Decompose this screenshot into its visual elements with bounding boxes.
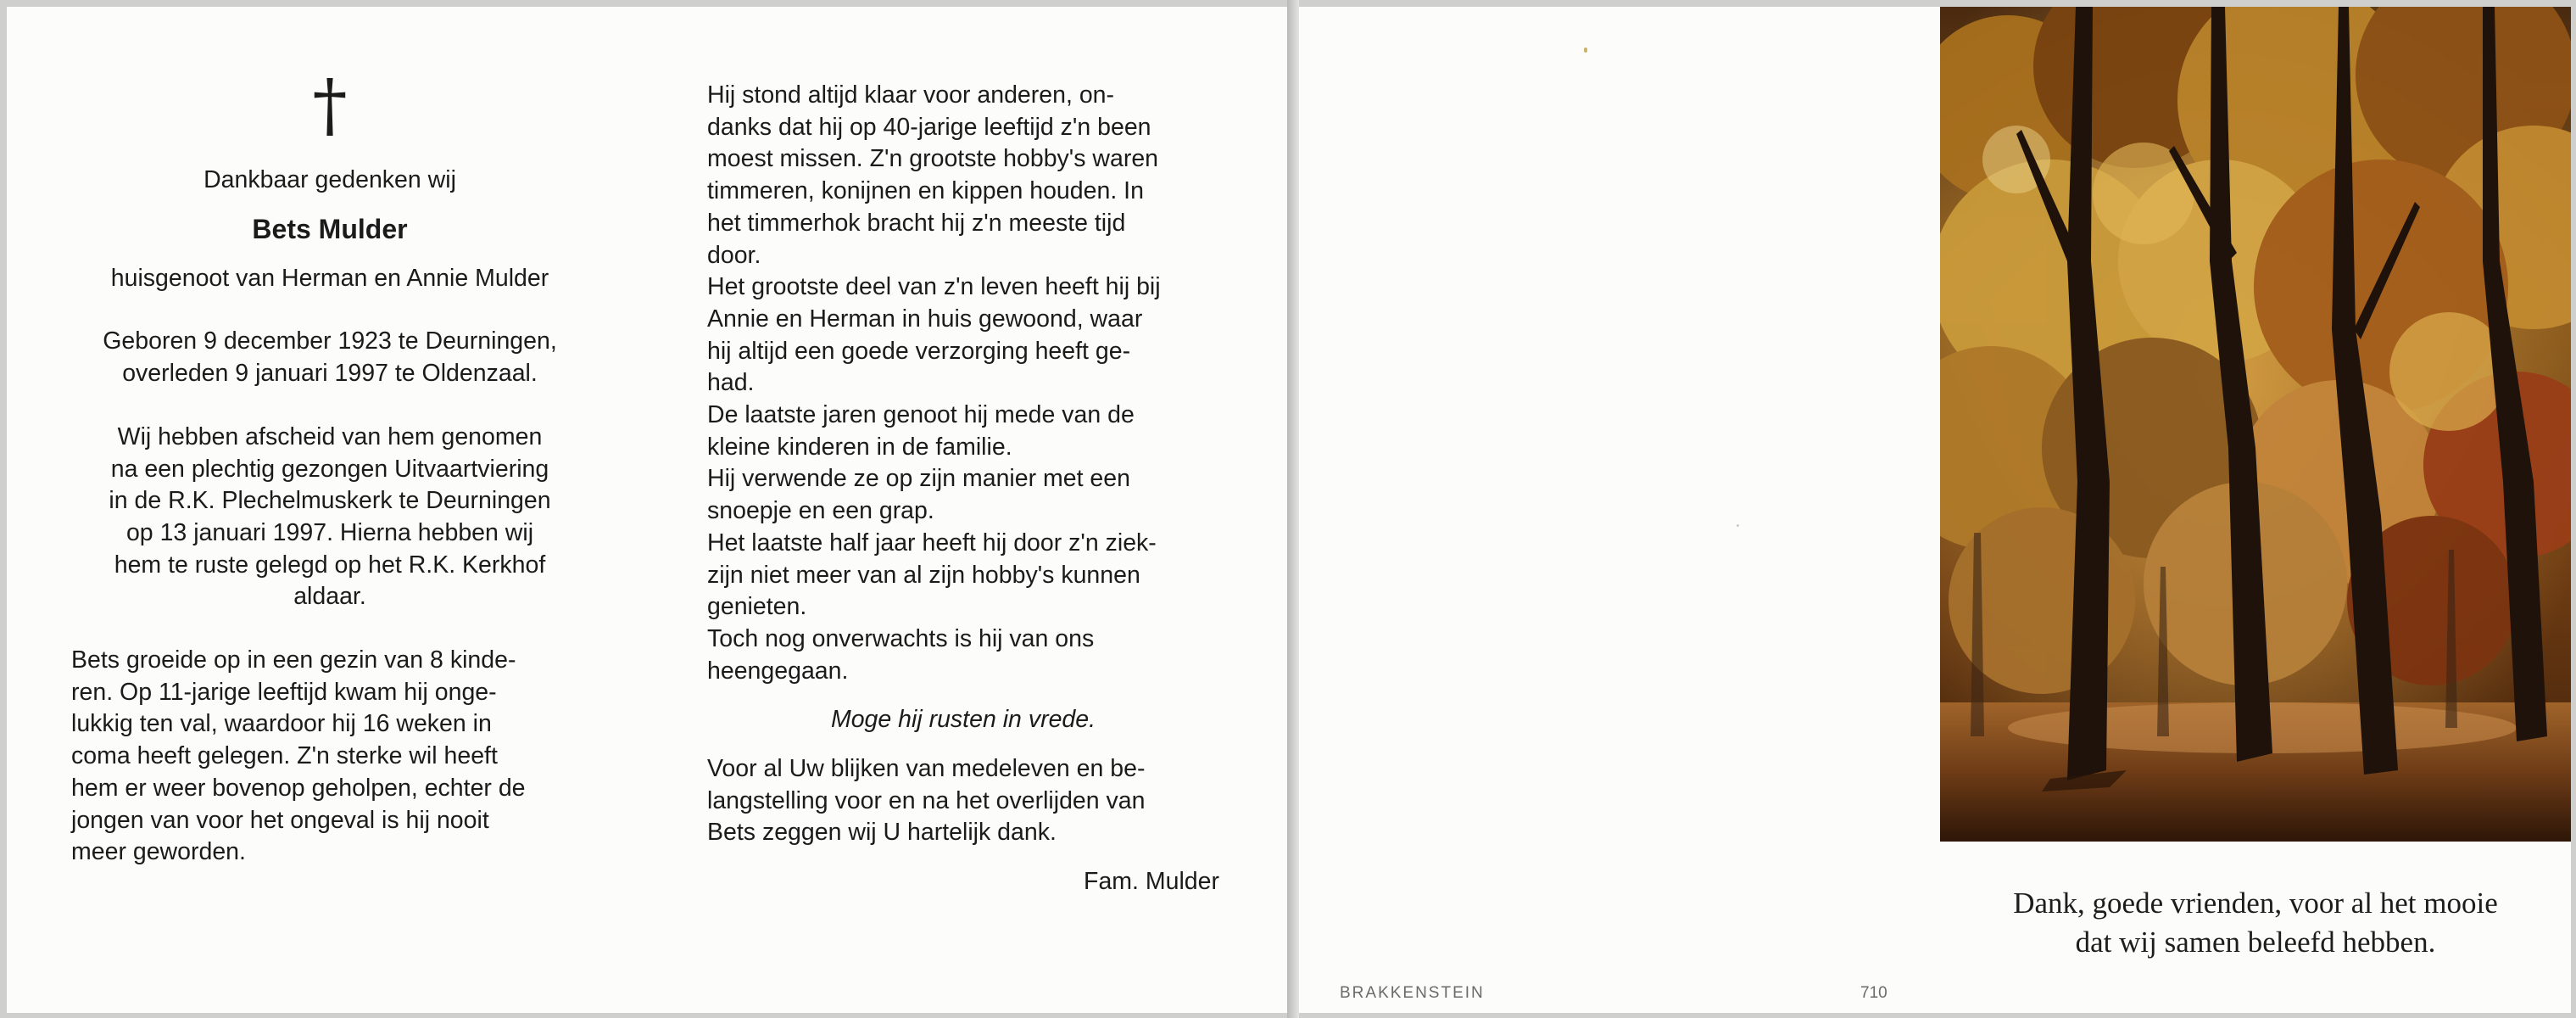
bio-line: Hij verwende ze op zijn manier met een (707, 465, 1130, 493)
bio-line: meer geworden. (71, 838, 246, 866)
bio-line: kleine kinderen in de familie. (707, 433, 1012, 461)
cross-icon: † (312, 65, 348, 146)
bio-line: De laatste jaren genoot hij mede van de (707, 401, 1135, 429)
relation-text: huisgenoot van Herman en Annie Mulder (110, 264, 549, 292)
speck (1737, 524, 1739, 527)
bio-line: coma heeft gelegen. Z'n sterke wil heeft (71, 742, 498, 770)
verse-line: Dank, goede vrienden, voor al het mooie (2013, 887, 2498, 920)
prayer-text: Moge hij rusten in vrede. (830, 706, 1096, 734)
death-line: overleden 9 januari 1997 te Oldenzaal. (122, 360, 538, 388)
bio-line: moest missen. Z'n grootste hobby's waren (707, 145, 1159, 173)
bio-line: zijn niet meer van al zijn hobby's kunnen (707, 561, 1140, 589)
thanks-block (707, 753, 1219, 849)
bio-line: genieten. (707, 593, 807, 621)
bio-line: heengegaan. (707, 657, 849, 685)
farewell-line: Wij hebben afscheid van hem genomen (117, 422, 543, 450)
speck (1584, 48, 1587, 53)
bio-line: Het laatste half jaar heeft hij door z'n ziek- (707, 529, 1157, 557)
farewell-line: hem te ruste gelegd op het R.K. Kerkhof (114, 551, 546, 579)
card-right-column (707, 80, 1219, 898)
thanks-line: Bets zeggen wij U hartelijk dank. (707, 819, 1057, 847)
farewell-line: aldaar. (293, 583, 366, 611)
farewell-line: op 13 januari 1997. Hierna hebben wij (125, 518, 534, 546)
bio-line: door. (707, 241, 761, 269)
bio-line: ren. Op 11-jarige leeftijd kwam hij onge- (71, 678, 497, 706)
dates-block (71, 326, 588, 389)
birth-line: Geboren 9 december 1923 te Deurningen, (103, 327, 557, 355)
thanks-line: langstelling voor en na het overlijden van (707, 786, 1146, 814)
bio-line: jongen van voor het ongeval is hij nooit (71, 806, 489, 834)
bio-line: hij altijd een goede verzorging heeft ge- (707, 337, 1131, 365)
bio-line: Bets groeide op in een gezin van 8 kinde- (71, 646, 516, 674)
farewell-block (71, 422, 588, 613)
bio-line: timmeren, konijnen en kippen houden. In (707, 177, 1144, 205)
bio-line: snoepje en een grap. (707, 497, 934, 525)
card-number: 710 (1860, 984, 1887, 1002)
intro-text: Dankbaar gedenken wij (204, 166, 456, 193)
bio-line: lukkig ten val, waardoor hij 16 weken in (71, 710, 492, 738)
bio-line: het timmerhok bracht hij z'n meeste tijd (707, 209, 1126, 237)
biography-right (707, 80, 1219, 687)
bio-line: Toch nog onverwachts is hij van ons (707, 624, 1095, 652)
thanks-line: Voor al Uw blijken van medeleven en be- (707, 755, 1146, 783)
verse-line: dat wij samen beleefd hebben. (2075, 926, 2436, 959)
card-left-column (71, 65, 588, 869)
bio-line: had. (707, 369, 755, 397)
bio-line: Hij stond altijd klaar voor anderen, on- (707, 81, 1115, 109)
farewell-line: in de R.K. Plechelmuskerk te Deurningen (109, 487, 551, 515)
signature: Fam. Mulder (1084, 868, 1219, 896)
farewell-line: na een plechtig gezongen Uitvaartviering (110, 455, 549, 483)
card-outer-spread (1299, 7, 2571, 1013)
bio-line: Het grootste deel van z'n leven heeft hij bij (707, 273, 1161, 301)
biography-left (71, 645, 588, 869)
deceased-name: Bets Mulder (252, 213, 408, 244)
fold-shadow (1287, 0, 1299, 1018)
autumn-forest-photo (1940, 7, 2571, 842)
bio-line: Annie en Herman in huis gewoond, waar (707, 305, 1143, 333)
verse-text (1940, 884, 2571, 962)
bio-line: hem er weer bovenop geholpen, echter de (71, 774, 526, 802)
publisher-label: BRAKKENSTEIN (1340, 984, 1485, 1002)
bio-line: danks dat hij op 40-jarige leeftijd z'n been (707, 113, 1151, 141)
card-inner-spread (7, 7, 1288, 1013)
